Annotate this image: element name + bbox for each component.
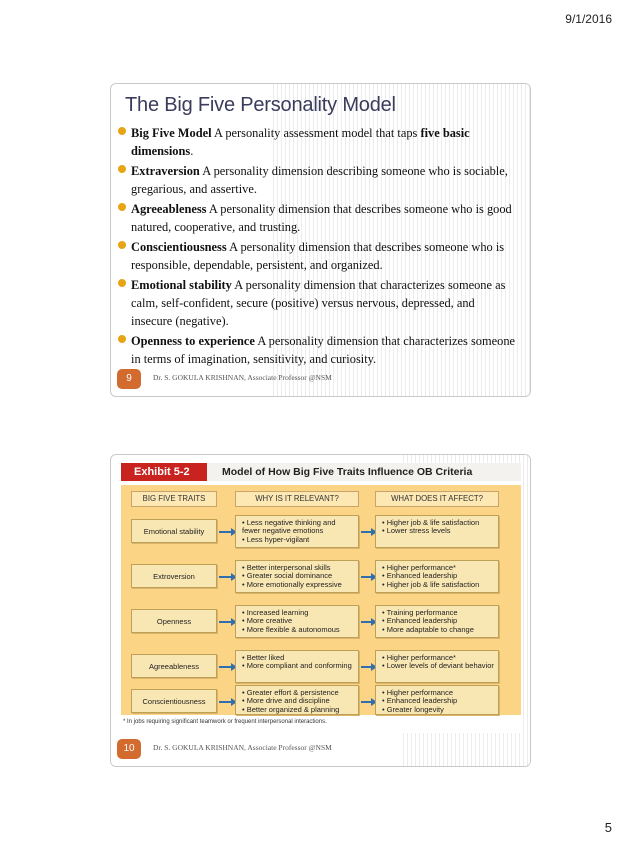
bullet-dot-icon [118, 241, 126, 249]
arrow-icon [219, 576, 232, 578]
list-item: • Training performance [382, 609, 494, 617]
list-item: • More flexible & autonomous [242, 626, 354, 634]
list-item: • Less negative thinking and fewer negative emotions [242, 519, 354, 536]
bullet-dot-icon [118, 335, 126, 343]
list-item: • Enhanced leadership [382, 572, 494, 580]
bullet-dot-icon [118, 279, 126, 287]
list-item: • Lower stress levels [382, 527, 494, 535]
exhibit-title: Model of How Big Five Traits Influence OB Criteria [222, 466, 473, 478]
list-item: • Higher job & life satisfaction [382, 519, 494, 527]
bullet-list [118, 124, 516, 370]
exhibit-body [121, 485, 521, 715]
exhibit-footnote: * In jobs requiring significant teamwork or frequent interpersonal interactions. [123, 719, 327, 725]
bullet-item [118, 332, 516, 368]
arrow-icon [361, 701, 372, 703]
bullet-text: A personality dimension that characterizes someone as calm, self-confident, secure (positive) versus nervous, depressed, and insecure (negative). [131, 277, 506, 329]
bullet-term: Big Five Model [131, 126, 212, 140]
arrow-icon [219, 701, 232, 703]
bullet-dot-icon [118, 127, 126, 135]
affect-box-emotional-stability [375, 515, 499, 548]
affect-box-openness [375, 605, 499, 638]
bullet-text: A personality assessment model that taps [213, 126, 418, 140]
list-item: • More creative [242, 617, 354, 625]
bullet-text: A personality dimension describing someone who is sociable, gregarious, and assertive. [131, 163, 508, 197]
slide-10 [110, 454, 531, 767]
arrow-icon [361, 621, 372, 623]
exhibit-tag: Exhibit 5-2 [121, 463, 207, 481]
bullet-item [118, 238, 516, 274]
list-item: • Less hyper-vigilant [242, 536, 354, 544]
arrow-icon [361, 576, 372, 578]
slide-footer: Dr. S. GOKULA KRISHNAN, Associate Professor @NSM [153, 743, 332, 752]
list-item: • Better organized & planning [242, 706, 354, 714]
slide-9 [110, 83, 531, 397]
bullet-item [118, 276, 516, 331]
why-box-conscientiousness [235, 685, 359, 715]
bullet-text: A personality dimension that describes someone who is good natured, cooperative, and trusting. [131, 201, 512, 235]
slide-title: The Big Five Personality Model [125, 94, 396, 116]
why-box-openness [235, 605, 359, 638]
trait-box-conscientiousness: Conscientiousness [131, 689, 217, 713]
list-item: • More adaptable to change [382, 626, 494, 634]
arrow-icon [219, 531, 232, 533]
list-item: • Increased learning [242, 609, 354, 617]
why-box-emotional-stability [235, 515, 359, 548]
page-date: 9/1/2016 [565, 12, 612, 26]
trait-box-openness: Openness [131, 609, 217, 633]
trait-box-agreeableness: Agreeableness [131, 654, 217, 678]
exhibit-header [121, 463, 521, 481]
bullet-term: Emotional stability [131, 277, 232, 292]
bullet-item [118, 200, 516, 236]
list-item: • Enhanced leadership [382, 697, 494, 705]
list-item: • Greater longevity [382, 706, 494, 714]
arrow-icon [361, 666, 372, 668]
list-item: • More drive and discipline [242, 697, 354, 705]
list-item: • Greater effort & persistence [242, 689, 354, 697]
list-item: • Higher job & life satisfaction [382, 581, 494, 589]
column-header-traits: BIG FIVE TRAITS [131, 491, 217, 507]
list-item: • Better liked [242, 654, 354, 662]
list-item: • Higher performance* [382, 564, 494, 572]
page-number: 5 [604, 820, 612, 835]
bullet-term: Agreeableness [131, 201, 207, 216]
why-box-extroversion [235, 560, 359, 593]
arrow-icon [219, 621, 232, 623]
bullet-dot-icon [118, 165, 126, 173]
bullet-emphasis: five basic dimensions [131, 126, 470, 159]
list-item: • Enhanced leadership [382, 617, 494, 625]
slide-number-badge: 10 [117, 739, 141, 759]
trait-box-emotional-stability: Emotional stability [131, 519, 217, 543]
list-item: • More emotionally expressive [242, 581, 354, 589]
arrow-icon [219, 666, 232, 668]
affect-box-agreeableness [375, 650, 499, 683]
affect-box-extroversion [375, 560, 499, 593]
column-header-why: WHY IS IT RELEVANT? [235, 491, 359, 507]
trait-box-extroversion: Extroversion [131, 564, 217, 588]
why-box-agreeableness [235, 650, 359, 683]
bullet-text: A personality dimension that characterizes someone in terms of imagination, sensitivity, and curiosity. [131, 333, 516, 366]
slide-footer: Dr. S. GOKULA KRISHNAN, Associate Professor @NSM [153, 373, 332, 382]
list-item: • Higher performance* [382, 654, 494, 662]
bullet-tail: . [190, 144, 194, 159]
affect-box-conscientiousness [375, 685, 499, 715]
bullet-term: Conscientiousness [131, 239, 227, 254]
column-header-affect: WHAT DOES IT AFFECT? [375, 491, 499, 507]
list-item: • Lower levels of deviant behavior [382, 662, 494, 670]
exhibit-figure [121, 463, 521, 733]
list-item: • More compliant and conforming [242, 662, 354, 670]
bullet-text: A personality dimension that describes someone who is responsible, dependable, persistent, and organized. [131, 239, 505, 272]
bullet-item [118, 162, 516, 198]
slide-number-badge: 9 [117, 369, 141, 389]
bullet-item [118, 124, 516, 160]
list-item: • Higher performance [382, 689, 494, 697]
list-item: • Greater social dominance [242, 572, 354, 580]
bullet-term: Openness to experience [131, 333, 255, 348]
bullet-term: Extraversion [131, 163, 200, 178]
bullet-dot-icon [118, 203, 126, 211]
list-item: • Better interpersonal skills [242, 564, 354, 572]
arrow-icon [361, 531, 372, 533]
